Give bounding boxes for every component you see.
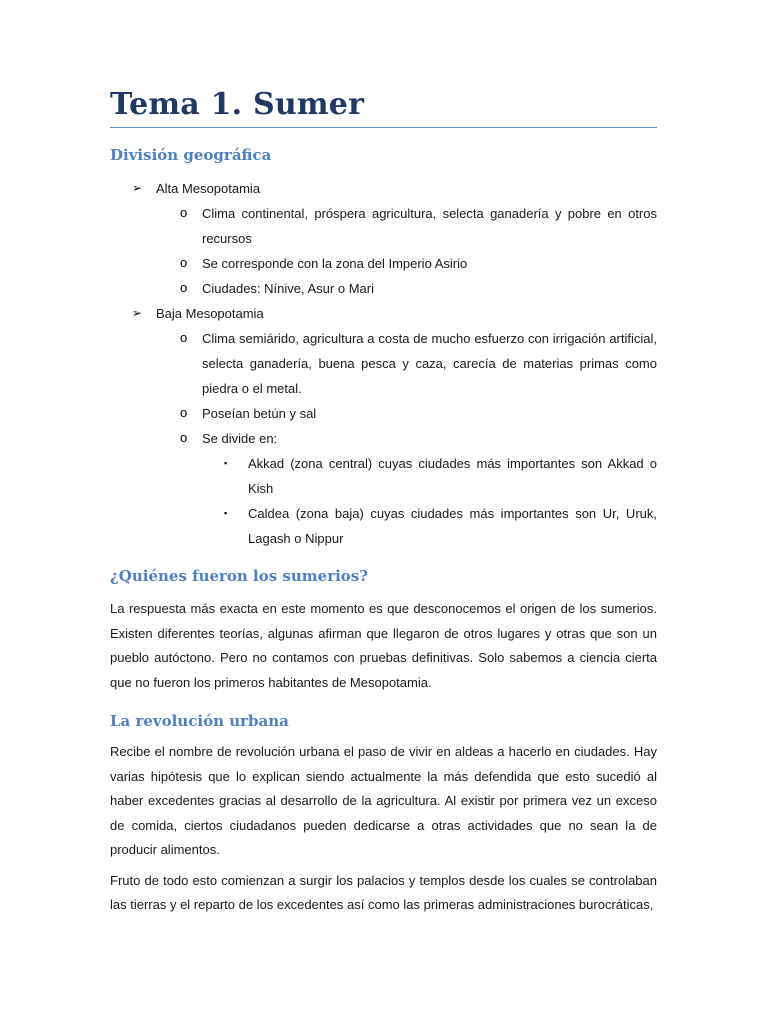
list-item [156, 326, 657, 401]
list-item-label: Alta Mesopotamia [156, 181, 261, 196]
paragraph: Fruto de todo esto comienzan a surgir los palacios y templos desde los cuales se controlaban las tierras y el reparto de los excedentes así como las primeras administraciones burocráticas, [110, 872, 657, 912]
list-item-alta-mesopotamia [110, 176, 657, 201]
heading-division-geografica: División geográfica [110, 146, 272, 164]
circle-bullet-icon: o [180, 430, 188, 445]
alta-sublist [156, 201, 657, 301]
paragraph: La respuesta más exacta en este momento es que desconocemos el origen de los sumerios. Existen diferentes teorías, algunas afirman que llegaron de otros lugares y otras que son un pueblo autóctono. Pero no contamos con pruebas definitivas. Solo sabemos a ciencia cierta que no fueron los primeros habitantes de Mesopotamia. [110, 601, 657, 690]
list-item [156, 276, 657, 301]
list-item-text: Akkad (zona central) cuyas ciudades más importantes son Akkad o Kish [248, 456, 657, 496]
baja-sublist [156, 326, 657, 551]
list-item [202, 501, 657, 551]
list-item [156, 201, 657, 251]
sublist-container [110, 326, 657, 551]
paragraph: Recibe el nombre de revolución urbana el paso de vivir en aldeas a hacerlo en ciudades. Hay varias hipótesis que lo explican siendo actualmente la más defendida que esto sucedió al haber excedentes gracias al desarrollo de la agricultura. Al existir por primera vez un exceso de comida, ciertos ciudadanos pueden dedicarse a otras actividades que no sean la de producir alimentos. [110, 744, 657, 857]
list-item [156, 401, 657, 426]
list-item-text: Ciudades: Nínive, Asur o Mari [202, 281, 374, 296]
list-item [156, 426, 657, 451]
list-item [156, 251, 657, 276]
divide-sublist [202, 451, 657, 551]
list-item [202, 451, 657, 501]
document-page [110, 86, 657, 918]
arrow-bullet-icon: ➢ [132, 306, 143, 320]
square-bullet-icon: ▪ [224, 458, 228, 468]
circle-bullet-icon: o [180, 280, 188, 295]
list-item-baja-mesopotamia [110, 301, 657, 326]
list-item-text: Clima continental, próspera agricultura, selecta ganadería y pobre en otros recursos [202, 206, 657, 246]
heading-quienes-fueron-sumerios: ¿Quiénes fueron los sumerios? [110, 567, 369, 585]
page-title: Tema 1. Sumer [110, 86, 657, 128]
sublist-container [110, 201, 657, 301]
list-item-label: Baja Mesopotamia [156, 306, 264, 321]
list-item-text: Clima semiárido, agricultura a costa de mucho esfuerzo con irrigación artificial, selecta ganadería, buena pesca y caza, carecía de materias primas como piedra o el metal. [202, 331, 657, 396]
list-item-text: Caldea (zona baja) cuyas ciudades más importantes son Ur, Uruk, Lagash o Nippur [248, 506, 657, 546]
geo-list [110, 176, 657, 551]
sublist-container [156, 451, 657, 551]
arrow-bullet-icon: ➢ [132, 181, 143, 195]
circle-bullet-icon: o [180, 205, 188, 220]
circle-bullet-icon: o [180, 330, 188, 345]
heading-revolucion-urbana: La revolución urbana [110, 712, 289, 730]
circle-bullet-icon: o [180, 255, 188, 270]
list-item-text: Se corresponde con la zona del Imperio Asirio [202, 256, 468, 271]
list-item-text: Se divide en: [202, 431, 278, 446]
circle-bullet-icon: o [180, 405, 188, 420]
list-item-text: Poseían betún y sal [202, 406, 317, 421]
square-bullet-icon: ▪ [224, 508, 228, 518]
